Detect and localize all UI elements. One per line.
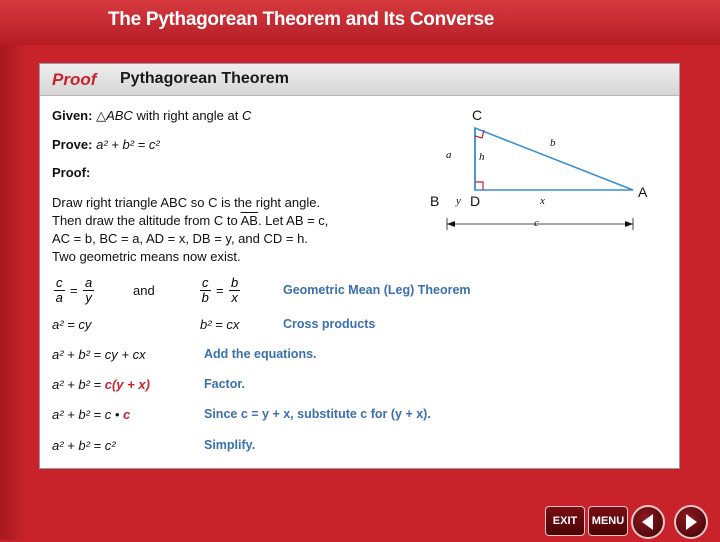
step1-left: a² = cy — [52, 317, 92, 332]
prove-equation: a² + b² = c² — [96, 137, 160, 152]
left-sidebar — [0, 0, 28, 540]
triangle-left-icon — [633, 507, 663, 537]
label-a: a — [446, 149, 452, 161]
frac2-den: y — [85, 290, 92, 305]
reason-substitute: Since c = y + x, substitute c for (y + x). — [204, 407, 431, 421]
card-header — [40, 64, 679, 96]
label-C: C — [472, 107, 483, 123]
para-line-3: AC = b, BC = a, AD = x, DB = y, and CD = h. — [52, 231, 308, 246]
equals-1: = — [70, 283, 78, 298]
frac1-den: a — [55, 290, 63, 305]
reason-cross-products: Cross products — [283, 317, 376, 331]
arrow-right — [625, 221, 633, 227]
label-b: b — [550, 137, 556, 149]
frac2-num: a — [85, 275, 93, 290]
para-line-2a: Then draw the altitude from C to — [52, 213, 241, 228]
frac3-num: c — [202, 275, 209, 290]
frac1-num: c — [56, 275, 63, 290]
reason-add: Add the equations. — [204, 347, 317, 361]
previous-button[interactable] — [631, 505, 665, 539]
menu-button[interactable]: MENU — [588, 506, 628, 536]
step1-right: b² = cx — [200, 317, 240, 332]
step4-equation — [52, 407, 130, 422]
exit-button[interactable]: EXIT — [545, 506, 585, 536]
given-line — [52, 108, 251, 124]
step3-equation — [52, 377, 150, 392]
frac4-num: b — [231, 275, 239, 290]
prove-line — [52, 137, 160, 152]
fraction-a-over-y — [83, 276, 94, 305]
card-title: Pythagorean Theorem — [120, 70, 289, 87]
given-vertex: C — [241, 108, 252, 123]
proof-label: Proof: — [52, 165, 91, 180]
triangle-symbol: △ — [96, 108, 107, 123]
step4-eq-b: c — [123, 407, 131, 422]
label-h: h — [479, 151, 485, 163]
page-title: The Pythagorean Theorem and Its Converse — [108, 9, 495, 30]
step3-eq-a: a² + b² = — [52, 377, 105, 392]
title-bar — [0, 0, 720, 45]
fraction-c-over-b — [200, 276, 211, 305]
given-label: Given: — [52, 108, 93, 123]
prove-label: Prove: — [52, 137, 93, 152]
given-triangle: ABC — [106, 108, 133, 123]
para-line-1: Draw right triangle ABC so C is the right angle. — [52, 195, 321, 210]
right-angle-d — [475, 182, 483, 190]
label-D: D — [470, 193, 481, 209]
frac3-den: b — [201, 290, 209, 305]
and-word: and — [133, 283, 155, 298]
equals-2: = — [216, 283, 224, 298]
reason-geometric-mean: Geometric Mean (Leg) Theorem — [283, 283, 471, 297]
label-c: c — [534, 217, 539, 229]
frac4-den: x — [231, 290, 238, 305]
fraction-c-over-a — [54, 276, 65, 305]
step3-eq-b: c(y + x) — [104, 377, 150, 392]
reason-simplify: Simplify. — [204, 438, 256, 452]
fraction-b-over-x — [229, 276, 240, 305]
step2-equation: a² + b² = cy + cx — [52, 347, 146, 362]
triangle-diagram — [420, 100, 660, 240]
step4-eq-a: a² + b² = c • — [52, 407, 124, 422]
reason-factor: Factor. — [204, 377, 245, 391]
label-x: x — [540, 195, 545, 207]
para-line-4: Two geometric means now exist. — [52, 249, 241, 264]
para-line-2c: . Let AB = c, — [257, 213, 329, 228]
next-button[interactable] — [674, 505, 708, 539]
proof-tag: Proof — [52, 70, 97, 89]
label-y: y — [456, 195, 461, 207]
given-rest: with right angle at — [136, 108, 239, 123]
label-A: A — [638, 184, 648, 200]
arrow-left — [447, 221, 455, 227]
triangle-right-icon — [676, 507, 706, 537]
segment-ab: $\overline{AB}$ — [240, 213, 258, 228]
label-B: B — [430, 193, 440, 209]
step5-equation: a² + b² = c² — [52, 438, 116, 453]
para-line-2 — [52, 213, 328, 228]
